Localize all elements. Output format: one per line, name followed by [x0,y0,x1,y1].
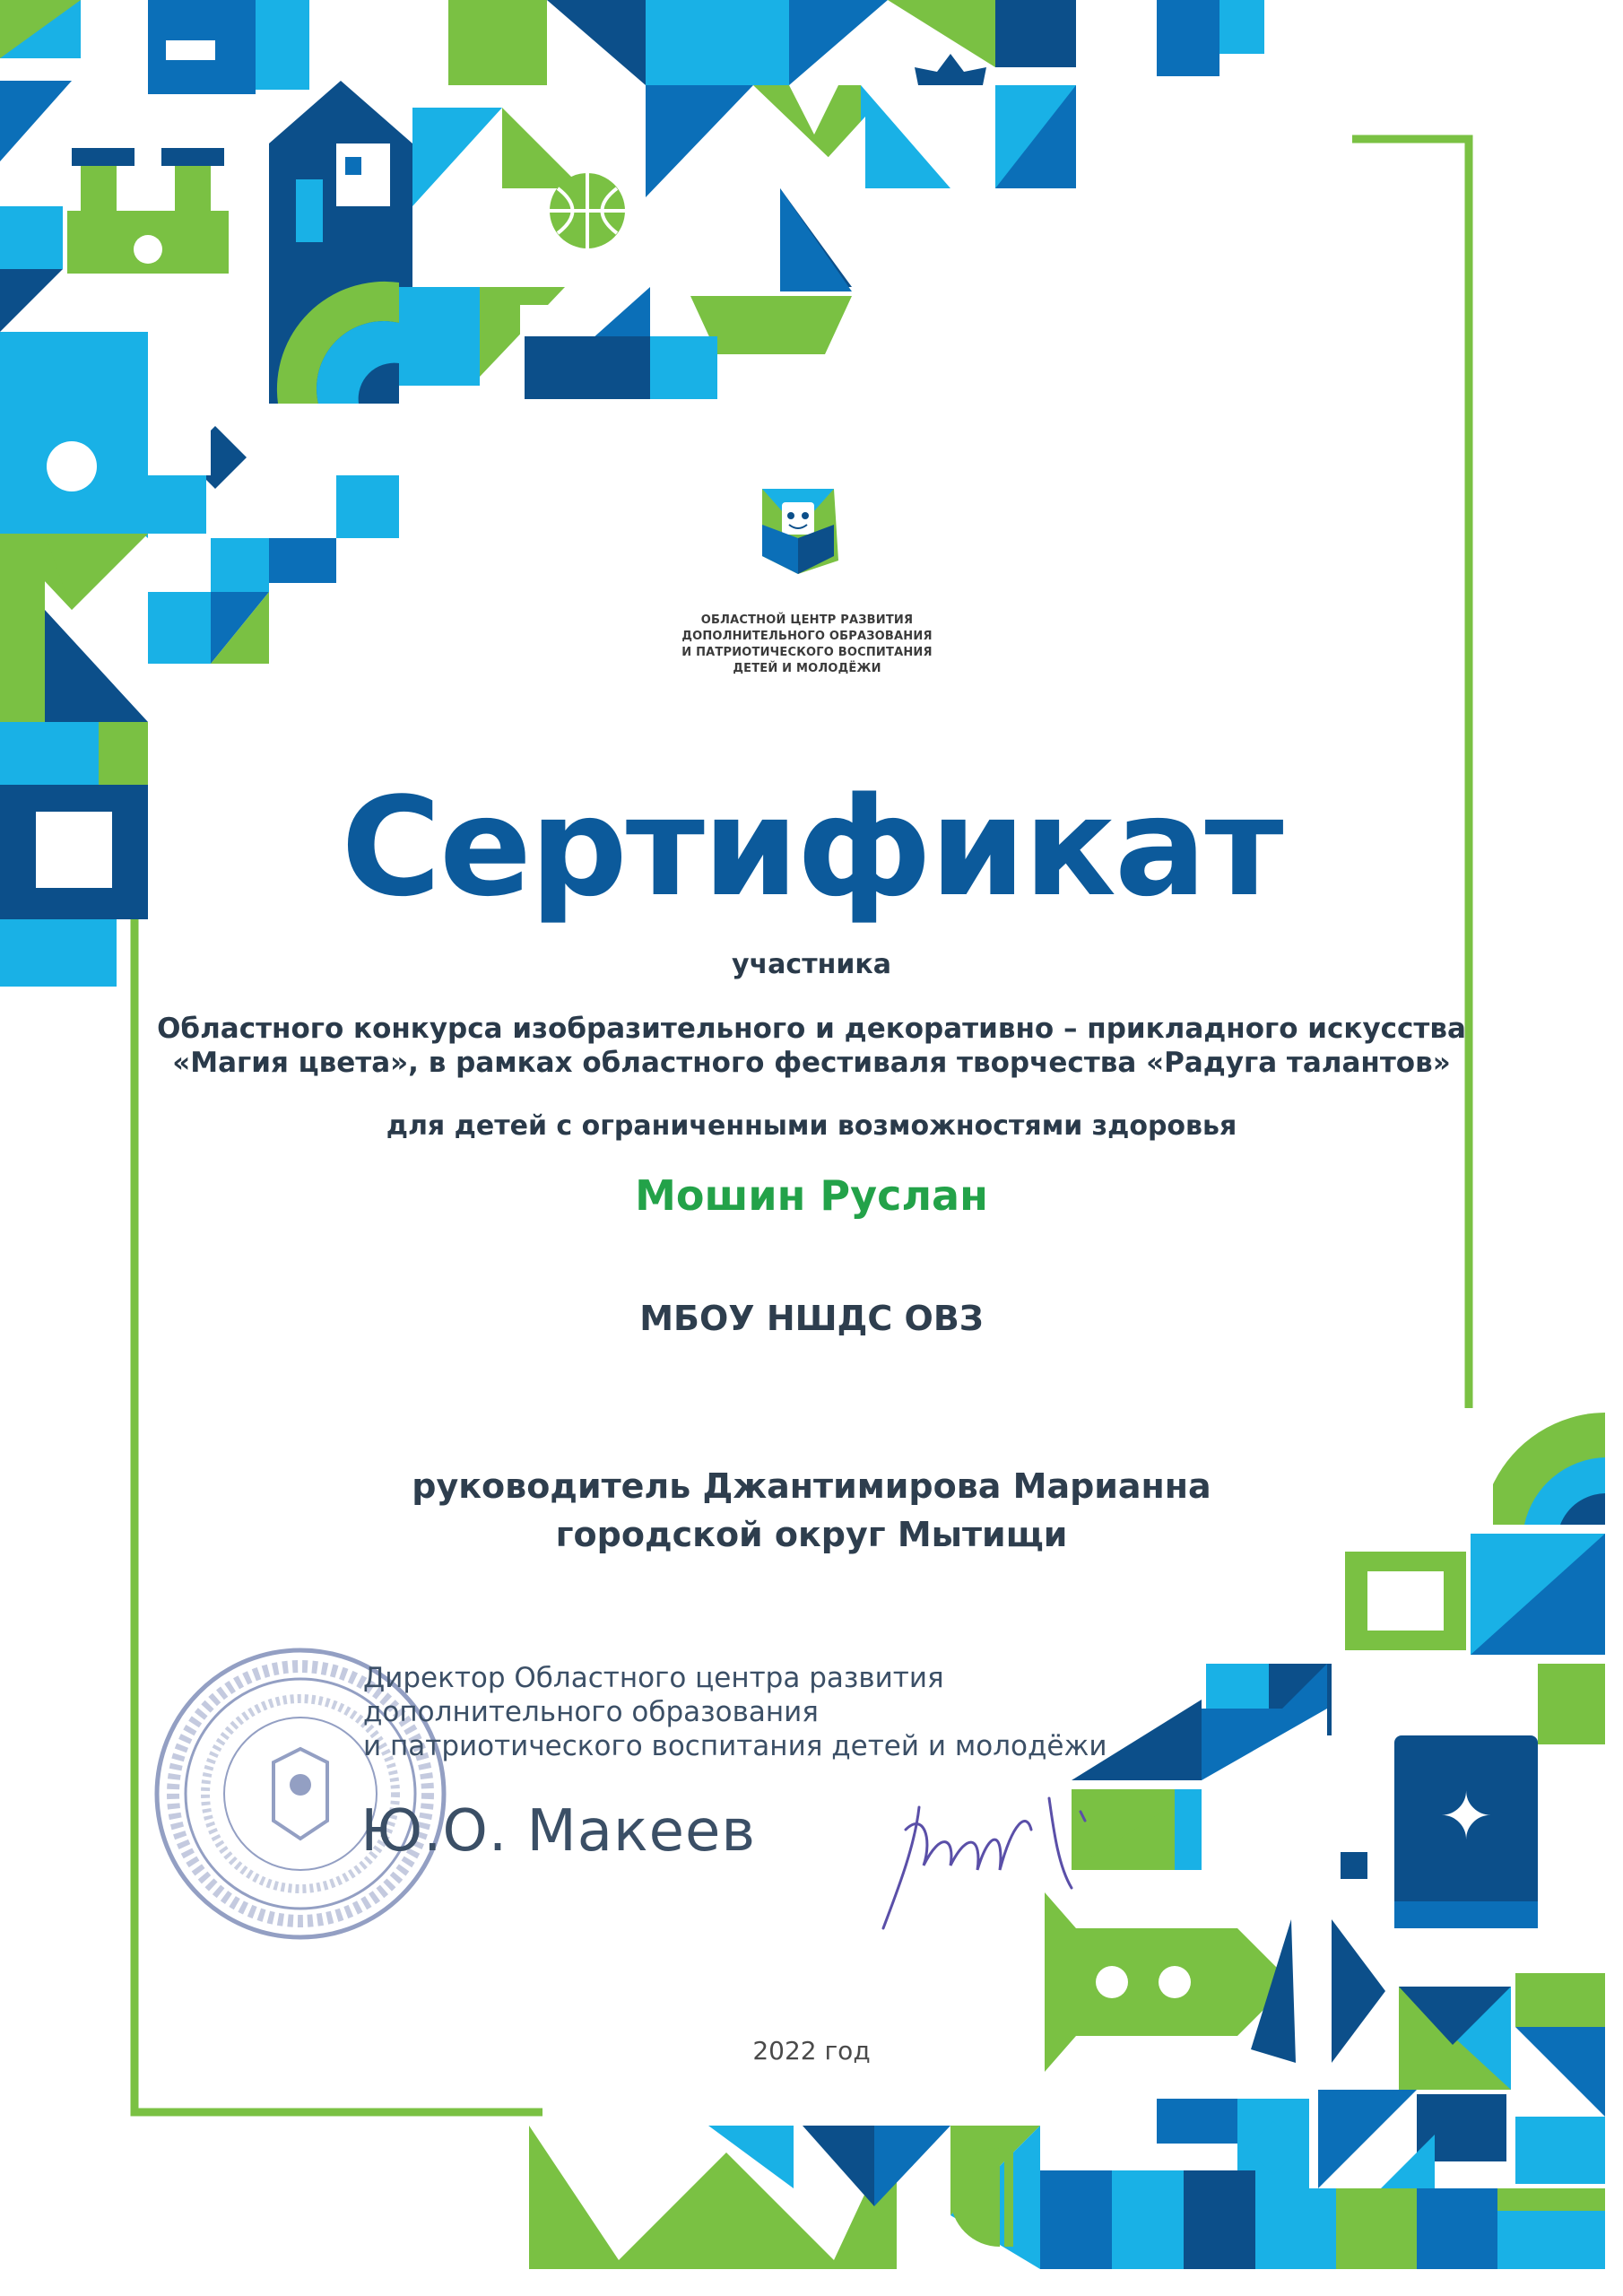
director-title-line: и патриотического воспитания детей и молодёжи [363,1730,1107,1762]
leader-name: руководитель Джантимирова Марианна [412,1466,1211,1506]
director-title-line: Директор Областного центра развития [363,1662,944,1694]
director-title [363,1661,1107,1763]
certificate-title: Сертификат [341,768,1282,926]
director-title-line: дополнительного образования [363,1696,819,1728]
svg-text:✦: ✦ [1438,1779,1494,1854]
organization-logo [762,489,838,574]
contest-description [0,1012,1623,1080]
contest-audience: для детей с ограниченными возможностями здоровья [386,1110,1237,1142]
participant-organization: МБОУ НШДС ОВЗ [639,1299,984,1338]
participant-name: Мошин Руслан [635,1171,988,1220]
certificate-subtitle: участника [732,949,891,980]
certificate-year: 2022 год [752,2036,871,2066]
contest-description-line: «Магия цвета», в рамках областного фестиваля творчества «Радуга талантов» [172,1047,1451,1079]
logo-caption-line: И ПАТРИОТИЧЕСКОГО ВОСПИТАНИЯ [681,646,933,659]
logo-caption-line: ОБЛАСТНОЙ ЦЕНТР РАЗВИТИЯ [700,613,914,627]
organization-logo-caption [628,613,986,677]
logo-caption-line: ДЕТЕЙ И МОЛОДЁЖИ [733,662,881,675]
logo-caption-line: ДОПОЛНИТЕЛЬНОГО ОБРАЗОВАНИЯ [681,630,933,643]
leader-block [0,1462,1623,1559]
signer-name: Ю.О. Макеев [360,1798,757,1865]
contest-description-line: Областного конкурса изобразительного и декоративно – прикладного искусства [157,1013,1466,1045]
district: городской округ Мытищи [555,1515,1068,1554]
